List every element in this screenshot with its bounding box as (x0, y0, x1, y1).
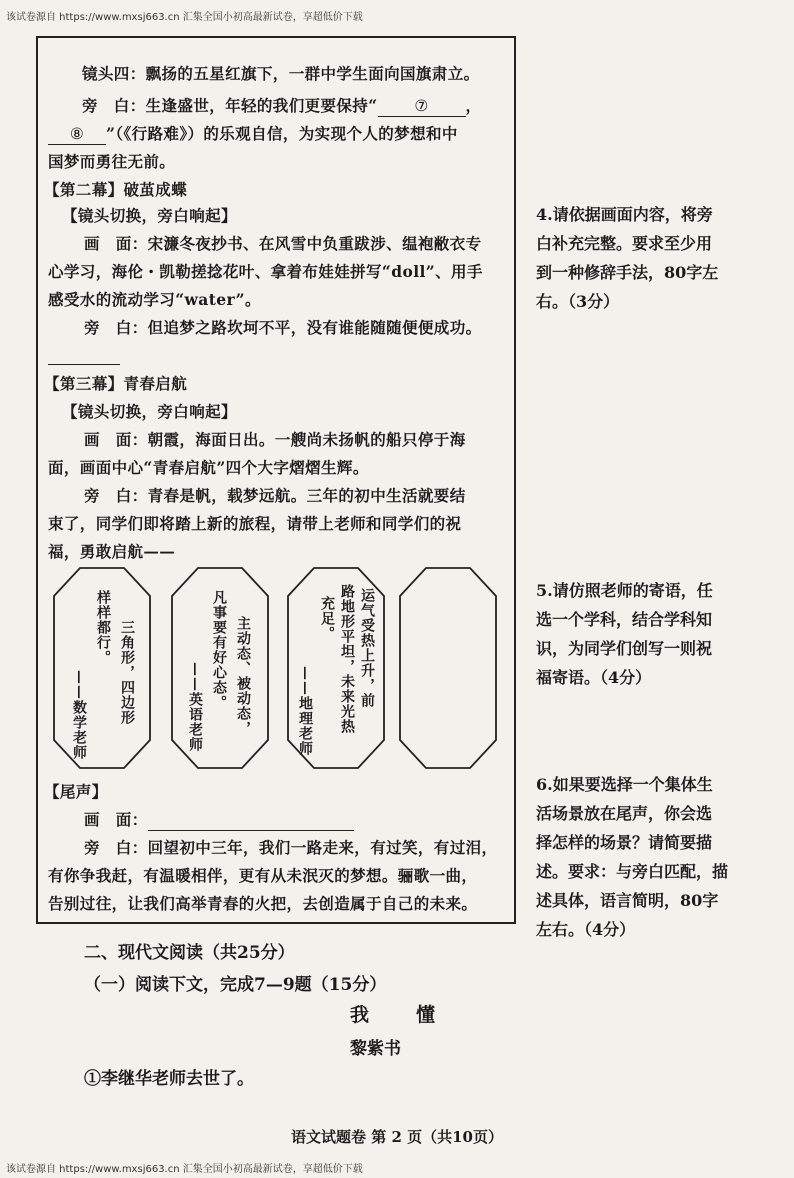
act2-line-3: 感受水的流动学习“water”。 (48, 290, 261, 309)
act3-line-1: 画 面：朝霞，海面日出。一艘尚未扬帆的船只停于海 (84, 430, 466, 449)
question-6 (536, 770, 780, 944)
shot4-line-1: 镜头四：飘扬的五星红旗下，一群中学生面向国旗肃立。 (82, 64, 480, 83)
shot4-line-2 (82, 96, 481, 117)
act2-line-4: 旁 白：但追梦之路坎坷不平，没有谁能随随便便成功。 (84, 318, 482, 337)
act3-line-5: 福，勇敢启航—— (48, 542, 176, 561)
coda-picture-blank[interactable] (148, 810, 354, 831)
coda-heading: 【尾声】 (44, 782, 108, 801)
frame-blank[interactable] (398, 566, 498, 770)
q4-line-3: 到一种修辞手法，80字左 (536, 263, 719, 282)
math-line-1: 三角形，四边形 (119, 620, 135, 725)
q5-line-2: 选一个学科，结合学科知 (536, 610, 713, 629)
article-title: 我 懂 (350, 1004, 450, 1026)
shot4-line-3 (48, 124, 458, 145)
coda-line-2: 旁 白：回望初中三年，我们一路走来，有过笑，有过泪， (84, 838, 498, 857)
shot4-line-3-text: ”（《行路难》）的乐观自信，为实现个人的梦想和中 (106, 124, 458, 143)
math-signature: ——数学老师 (71, 670, 87, 760)
act2-heading: 【第二幕】破茧成蝶 (44, 180, 188, 199)
question-4 (536, 200, 780, 316)
shot4-line-4: 国梦而勇往无前。 (48, 152, 176, 171)
article-author: 黎紫书 (350, 1039, 401, 1059)
q6-line-4: 述。要求：与旁白匹配，描 (536, 862, 729, 881)
q4-line-2: 白补充完整。要求至少用 (536, 234, 713, 253)
q4-line-4: 右。（3分） (536, 292, 620, 311)
shot4-line-2-end: ， (465, 96, 482, 115)
section-2-heading: 二、现代文阅读（共25分） (84, 943, 295, 963)
q6-line-6: 左右。（4分） (536, 920, 636, 939)
act2-line-2: 心学习，海伦・凯勒搓捻花叶、拿着布娃娃拼写“doll”、用手 (48, 262, 483, 281)
english-line-1: 主动态、被动态， (235, 616, 251, 736)
act3-heading: 【第三幕】青春启航 (44, 374, 188, 393)
geo-line-1: 运气受热上升，前 (359, 588, 375, 708)
blank-7[interactable]: ⑦ (378, 96, 466, 117)
article-paragraph-1: ①李继华老师去世了。 (84, 1069, 254, 1089)
geo-signature: ——地理老师 (297, 666, 313, 756)
q5-line-4: 福寄语。（4分） (536, 668, 652, 687)
frame-math (52, 566, 152, 770)
geo-line-2: 路地形平坦，未来光热 (339, 584, 355, 734)
bottom-watermark: 该试卷源自 https://www.mxsj663.cn 汇集全国小初高最新试卷，享超低价下载 (6, 1164, 363, 1175)
octagon-frame-icon (398, 566, 498, 770)
math-line-2: 样样都行。 (95, 590, 111, 665)
coda-line-1 (84, 810, 354, 831)
act2-cue: 【镜头切换，旁白响起】 (62, 206, 237, 225)
coda-line-4: 告别过往，让我们高举青春的火把，去创造属于自己的未来。 (48, 894, 478, 913)
frame-geography (286, 566, 386, 770)
coda-line-3: 有你争我赶，有温暖相伴，更有从未泯灭的梦想。骊歌一曲， (48, 866, 478, 885)
coda-picture-label: 画 面： (84, 810, 148, 829)
english-line-2: 凡事要有好心态。 (211, 590, 227, 710)
act3-line-4: 束了，同学们即将踏上新的旅程，请带上老师和同学们的祝 (48, 514, 462, 533)
act2-answer-line[interactable] (48, 364, 120, 365)
question-5 (536, 576, 780, 692)
frame-english (170, 566, 270, 770)
geo-line-3: 充足。 (319, 596, 335, 641)
blank-8[interactable]: ⑧ (48, 124, 106, 145)
act3-line-3: 旁 白：青春是帆，载梦远航。三年的初中生活就要结 (84, 486, 466, 505)
shot4-line-2-text: 旁 白：生逢盛世，年轻的我们更要保持“ (82, 96, 378, 115)
act2-line-1: 画 面：宋濂冬夜抄书、在风雪中负重跋涉、缊袍敝衣专 (84, 234, 482, 253)
act3-line-2: 面，画面中心“青春启航”四个大字熠熠生辉。 (48, 458, 369, 477)
q5-line-1: 5.请仿照老师的寄语，任 (536, 581, 713, 600)
section-2-subheading: （一）阅读下文，完成7—9题（15分） (84, 975, 387, 995)
q4-line-1: 4.请依据画面内容，将旁 (536, 205, 713, 224)
top-watermark: 该试卷源自 https://www.mxsj663.cn 汇集全国小初高最新试卷，享超低价下载 (6, 12, 363, 23)
act3-cue: 【镜头切换，旁白响起】 (62, 402, 237, 421)
q5-line-3: 识，为同学们创写一则祝 (536, 639, 713, 658)
page-footer: 语文试题卷 第 2 页（共10页） (291, 1128, 503, 1146)
english-signature: ——英语老师 (187, 662, 203, 752)
q6-line-5: 述具体，语言简明，80字 (536, 891, 719, 910)
q6-line-2: 活场景放在尾声，你会选 (536, 804, 713, 823)
q6-line-1: 6.如果要选择一个集体生 (536, 775, 713, 794)
q6-line-3: 择怎样的场景？请简要描 (536, 833, 713, 852)
